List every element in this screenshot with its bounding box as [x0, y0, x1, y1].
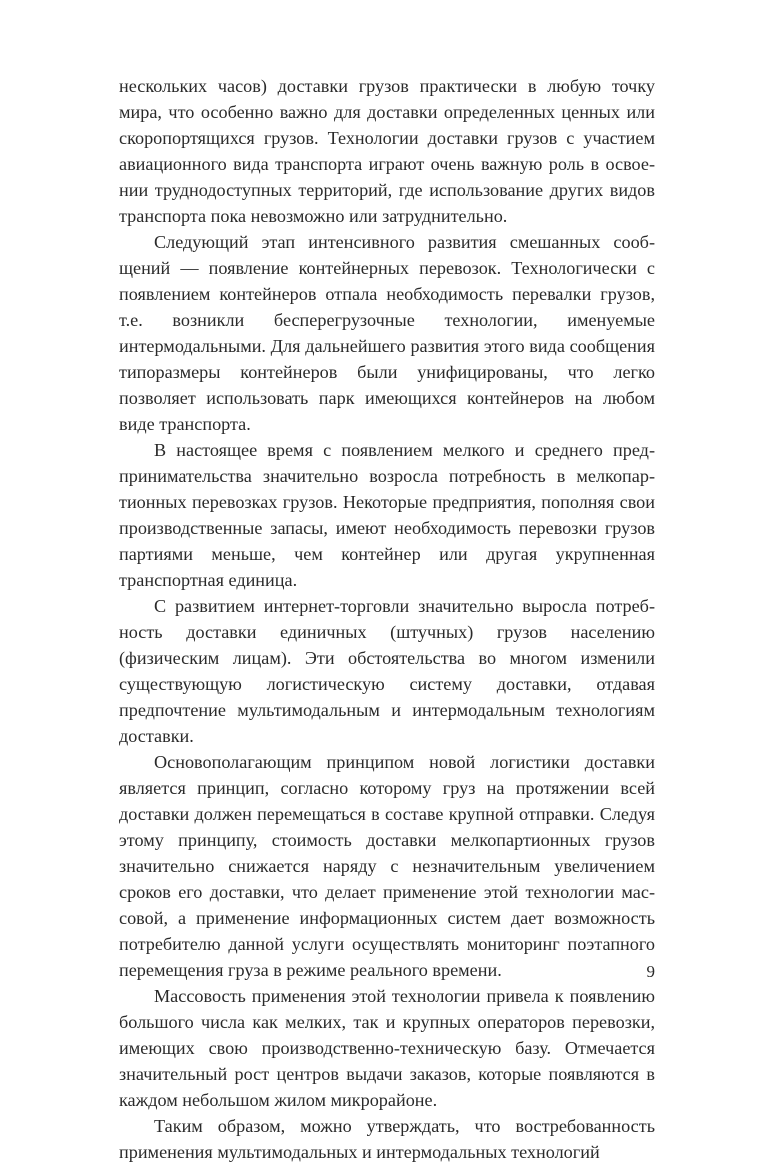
page-body: [119, 73, 655, 1165]
paragraph-3: В настоящее время с появлением мелкого и среднего предпринимательства значительно возросла потребность в мелкопартионных перевозках грузов. Некоторые предприятия, пополняя свои производственные запасы, имеют необходимость перевозки грузов партиями меньше, чем контейнер или другая укрупненная транспортная единица.: [119, 440, 655, 590]
page-number: 9: [646, 962, 655, 981]
paragraph-1: нескольких часов) доставки грузов практически в любую точку мира, что особенно важно для доставки определенных ценных или скоропортящихся грузов. Технологии доставки грузов с участием авиационного вида транспорта играют очень важную роль в освоении труднодоступных территорий, где использование других видов транспорта пока невозможно или затруднительно.: [119, 76, 655, 226]
paragraph-5: Основополагающим принципом новой логистики доставки является принцип, согласно которому груз на протяжении всей доставки должен перемещаться в составе крупной отправки. Следуя этому принципу, стоимость доставки мелкопартионных грузов значительно снижается наряду с незначительным увеличением сроков его доставки, что делает применение этой технологии массовой, а применение информационных систем дает возможность потребителю данной услуги осуществлять мониторинг поэтапного перемещения груза в режиме реального времени.: [119, 752, 655, 980]
paragraph-7: Таким образом, можно утверждать, что востребованность применения мультимодальных и интермодальных технологий: [119, 1116, 655, 1162]
paragraph-2: Следующий этап интенсивного развития смешанных сообщений — появление контейнерных перевозок. Технологически с появлением контейнеров отпала необходимость перевалки грузов, т.е. возникли бесперегрузочные технологии, именуемые интермодальными. Для дальнейшего развития этого вида сообщения типоразмеры контейнеров были унифицированы, что легко позволяет использовать парк имеющихся контейнеров на любом виде транспорта.: [119, 232, 655, 434]
paragraph-4: С развитием интернет-торговли значительно выросла потребность доставки единичных (штучных) грузов населению (физическим лицам). Эти обстоятельства во многом изменили существующую логистическую систему доставки, отдавая предпочтение мультимодальным и интермодальным технологиям доставки.: [119, 596, 655, 746]
paragraph-6: Массовость применения этой технологии привела к появлению большого числа как мелких, так и крупных операторов перевозки, имеющих свою производственно-техническую базу. Отмечается значительный рост центров выдачи заказов, которые появляются в каждом небольшом жилом микрорайоне.: [119, 986, 655, 1110]
